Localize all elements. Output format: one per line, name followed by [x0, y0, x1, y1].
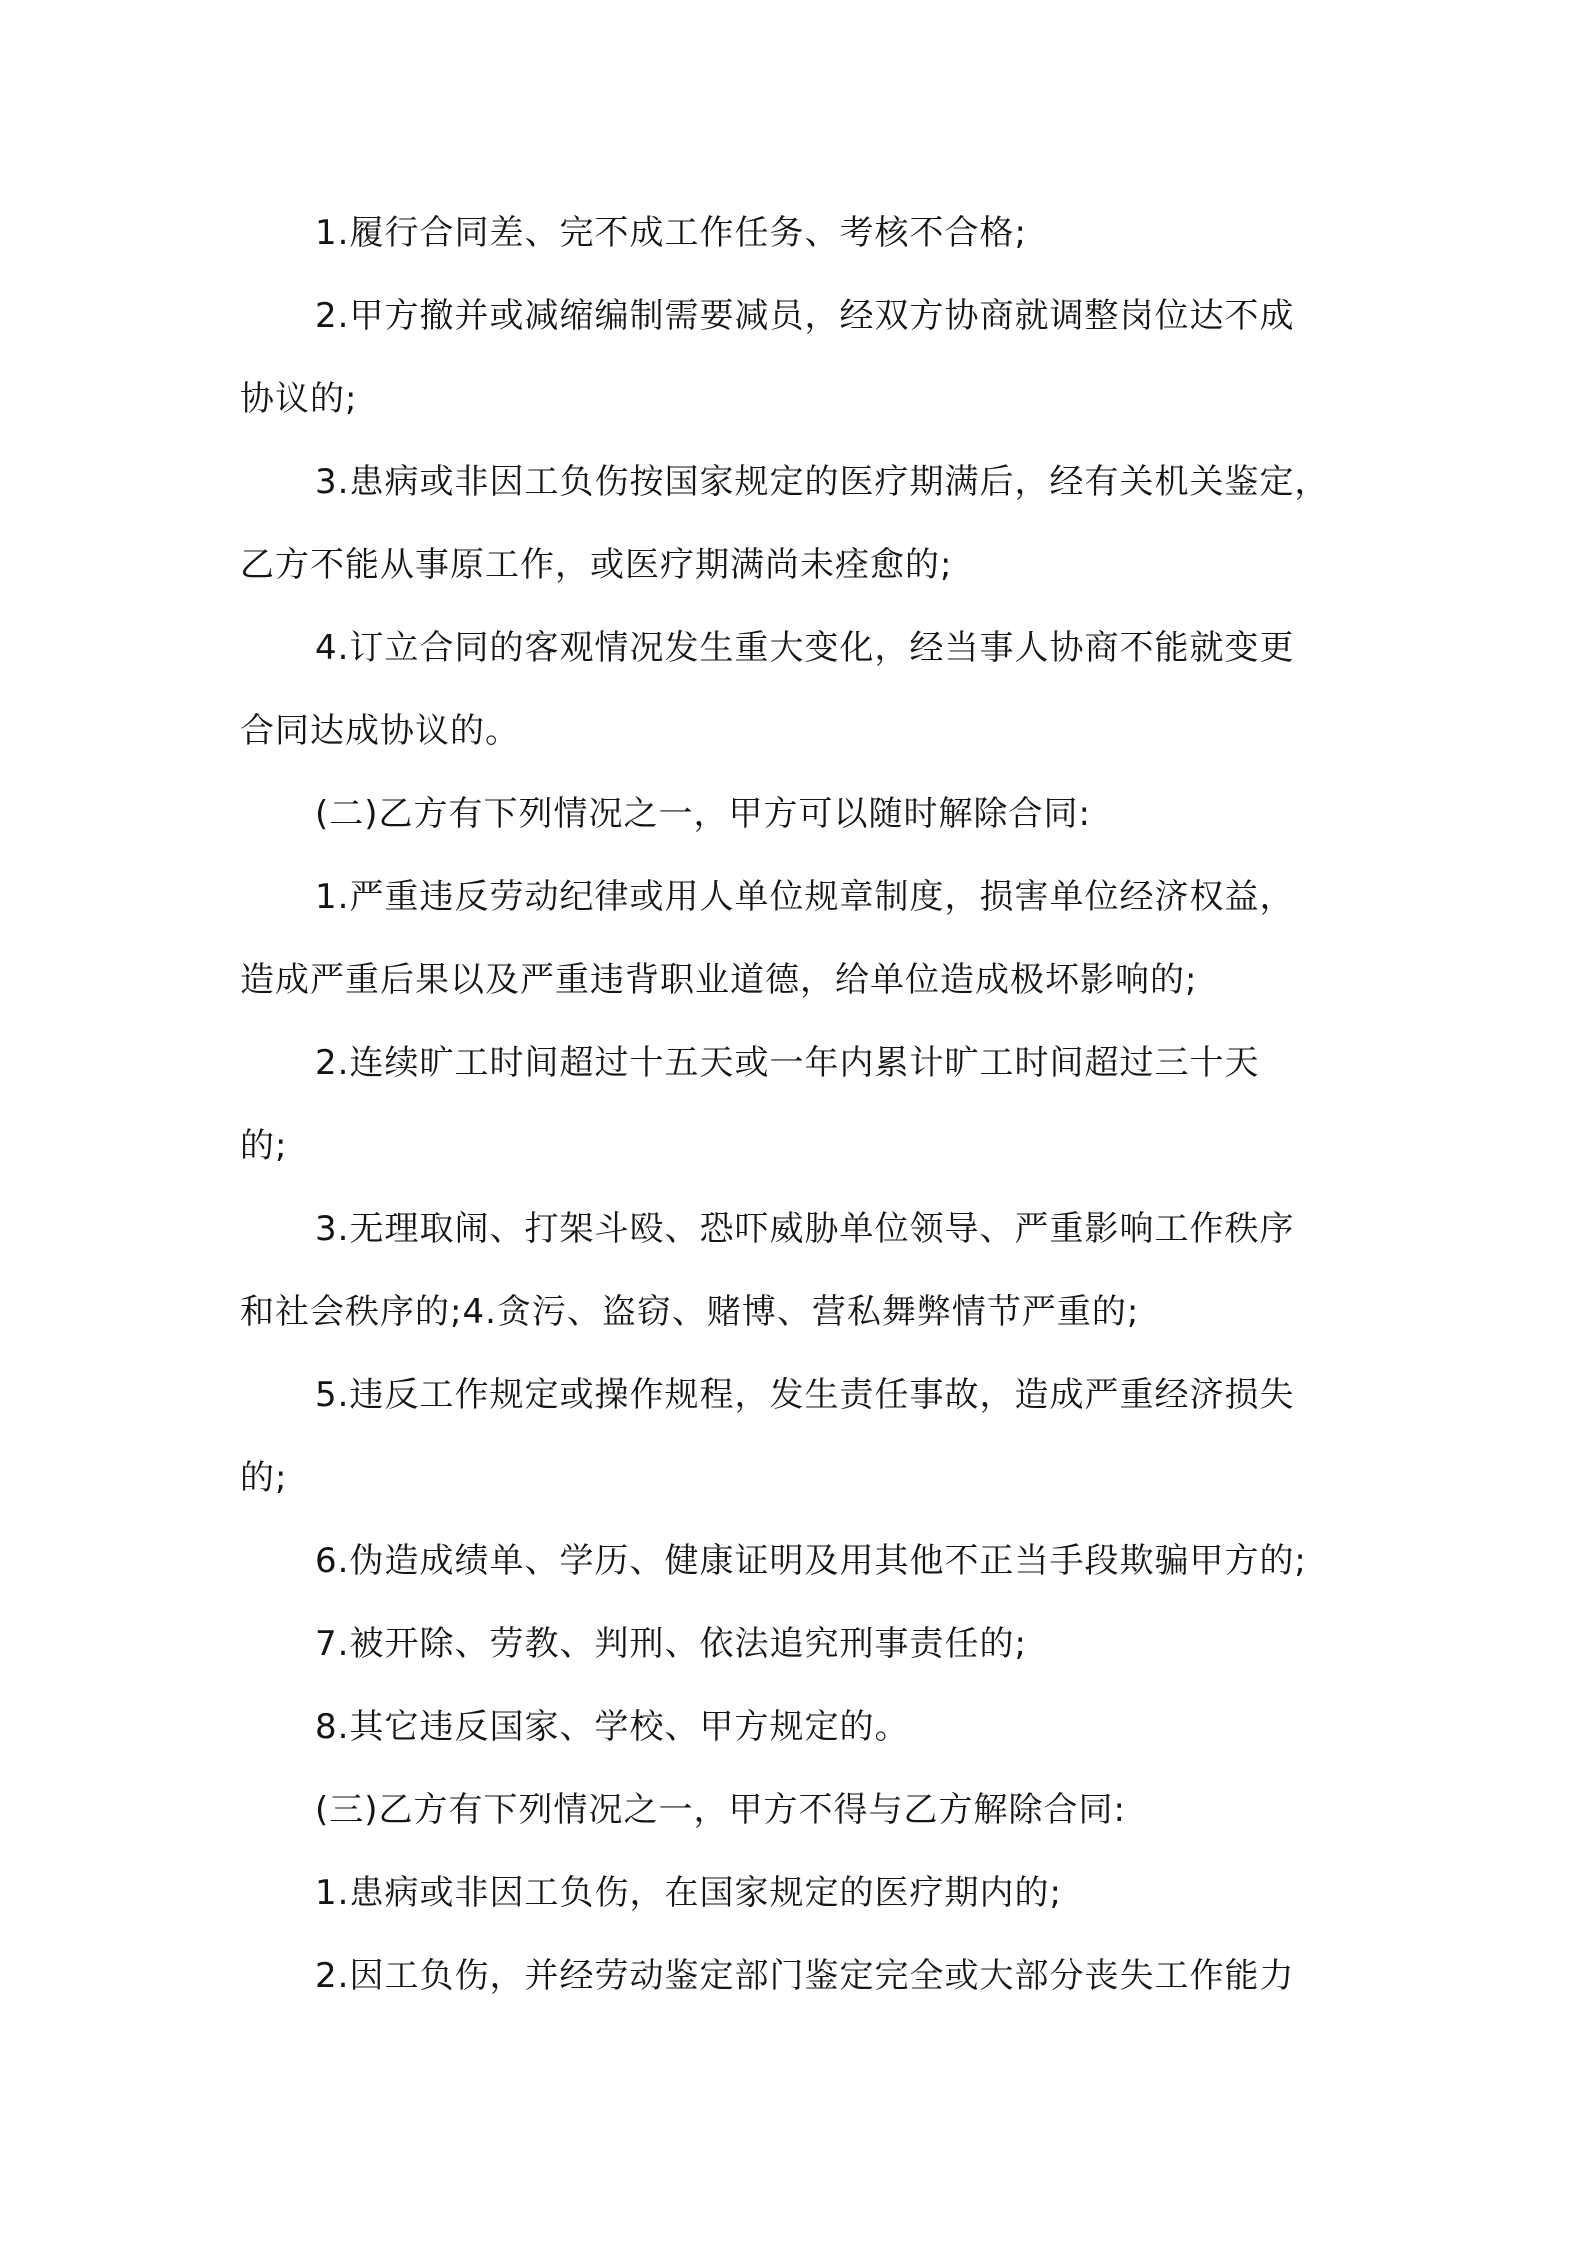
text-line: 造成严重后果以及严重违背职业道德，给单位造成极坏影响的; [240, 960, 1198, 1000]
text-line: 8.其它违反国家、学校、甲方规定的。 [315, 1707, 910, 1747]
text-line: 6.伪造成绩单、学历、健康证明及用其他不正当手段欺骗甲方的; [315, 1541, 1307, 1581]
text-line: 3.无理取闹、打架斗殴、恐吓威胁单位领导、严重影响工作秩序 [315, 1209, 1295, 1249]
text-line: 1.患病或非因工负伤，在国家规定的医疗期内的; [315, 1873, 1062, 1913]
document-body [240, 192, 1360, 2018]
text-line: 7.被开除、劳教、判刑、依法追究刑事责任的; [315, 1624, 1027, 1664]
text-line: 2.连续旷工时间超过十五天或一年内累计旷工时间超过三十天 [315, 1043, 1260, 1083]
text-line: 3.患病或非因工负伤按国家规定的医疗期满后，经有关机关鉴定， [315, 462, 1330, 502]
text-line: 4.订立合同的客观情况发生重大变化，经当事人协商不能就变更 [315, 628, 1295, 668]
text-line: (三)乙方有下列情况之一，甲方不得与乙方解除合同: [315, 1790, 1126, 1830]
text-line: 2.因工负伤，并经劳动鉴定部门鉴定完全或大部分丧失工作能力 [315, 1956, 1295, 1996]
text-line: 1.严重违反劳动纪律或用人单位规章制度，损害单位经济权益， [315, 877, 1295, 917]
text-line: 5.违反工作规定或操作规程，发生责任事故，造成严重经济损失 [315, 1375, 1295, 1415]
text-line: (二)乙方有下列情况之一，甲方可以随时解除合同: [315, 794, 1091, 834]
text-line: 1.履行合同差、完不成工作任务、考核不合格; [315, 213, 1027, 253]
text-line: 乙方不能从事原工作，或医疗期满尚未痊愈的; [240, 545, 953, 585]
text-line: 的; [240, 1458, 288, 1498]
text-line: 的; [240, 1126, 288, 1166]
text-line: 协议的; [240, 379, 358, 419]
text-line: 和社会秩序的;4.贪污、盗窃、赌博、营私舞弊情节严重的; [240, 1292, 1140, 1332]
text-line: 2.甲方撤并或减缩编制需要减员，经双方协商就调整岗位达不成 [315, 296, 1295, 336]
text-line: 合同达成协议的。 [240, 711, 520, 751]
